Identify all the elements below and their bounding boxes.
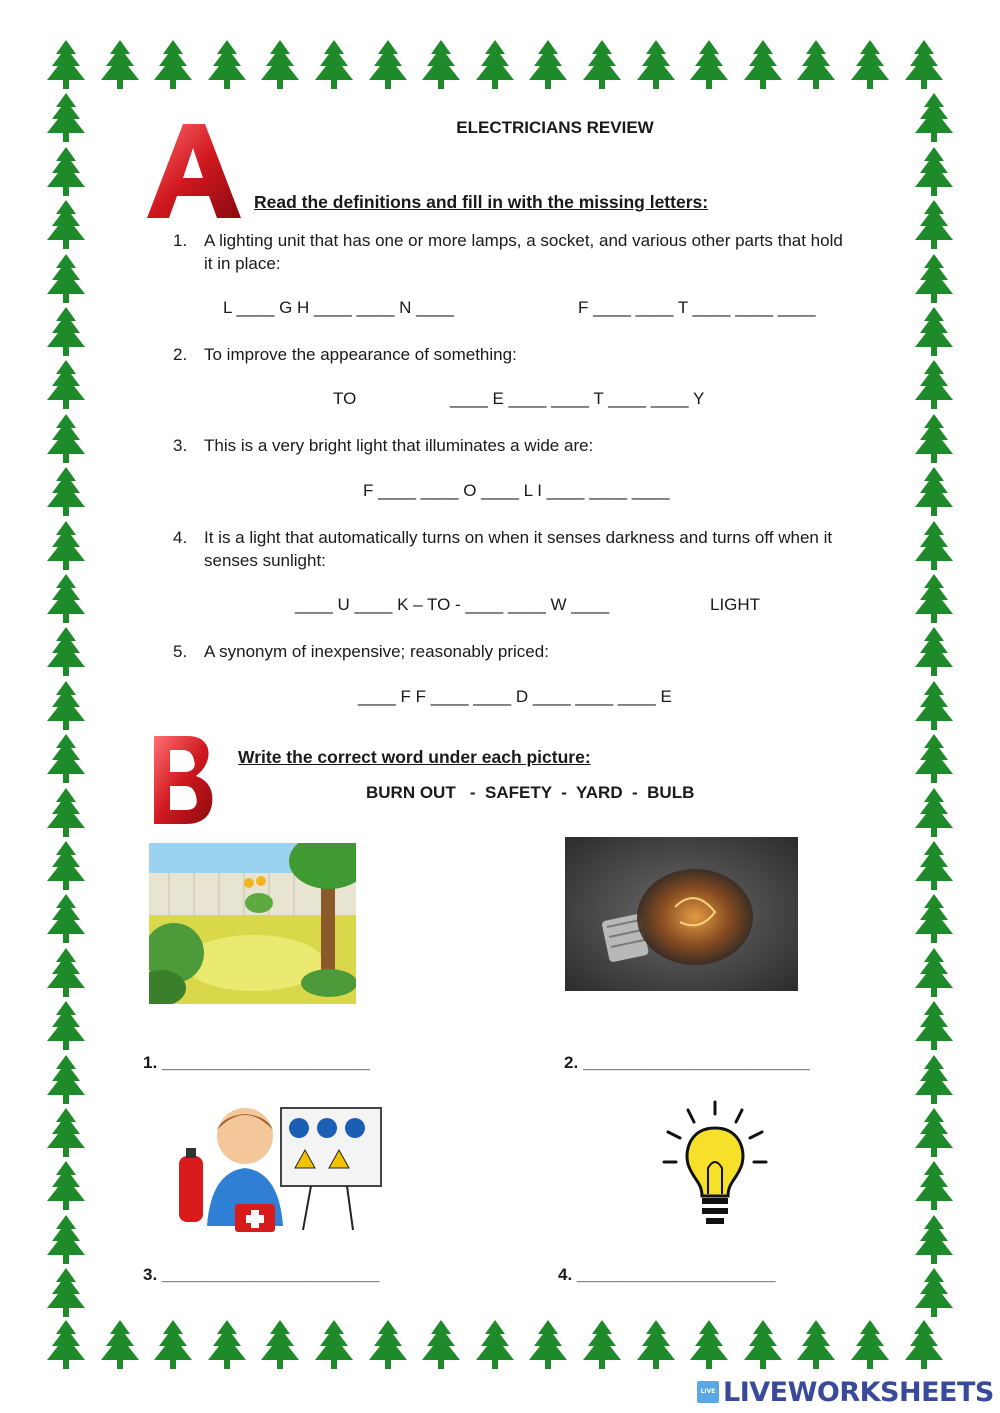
word-bank: BURN OUT - SAFETY - YARD - BULB: [366, 783, 695, 802]
christmas-tree-icon: [525, 1318, 571, 1372]
christmas-tree-icon: [579, 38, 625, 92]
christmas-tree-icon: [204, 1318, 250, 1372]
christmas-tree-icon: [911, 1159, 957, 1213]
answer-suffix: LIGHT: [710, 595, 761, 614]
christmas-tree-icon: [911, 519, 957, 573]
christmas-tree-icon: [311, 1318, 357, 1372]
christmas-tree-icon: [686, 1318, 732, 1372]
page-title: ELECTRICIANS REVIEW: [456, 118, 654, 137]
christmas-tree-icon: [911, 946, 957, 1000]
section-b-heading: Write the correct word under each picture:: [238, 747, 591, 767]
christmas-tree-icon: [847, 38, 893, 92]
christmas-tree-icon: [43, 572, 89, 626]
christmas-tree-icon: [911, 305, 957, 359]
christmas-tree-icon: [911, 679, 957, 733]
christmas-tree-icon: [740, 38, 786, 92]
question-text: A synonym of inexpensive; reasonably priced:: [204, 642, 549, 661]
safety-picture: [177, 1106, 384, 1236]
christmas-tree-icon: [43, 625, 89, 679]
christmas-tree-icon: [418, 38, 464, 92]
christmas-tree-icon: [150, 38, 196, 92]
christmas-tree-icon: [311, 38, 357, 92]
christmas-tree-icon: [911, 252, 957, 306]
christmas-tree-icon: [911, 465, 957, 519]
christmas-tree-icon: [43, 1213, 89, 1267]
christmas-tree-icon: [911, 999, 957, 1053]
christmas-tree-icon: [911, 572, 957, 626]
red-letter-b-icon: [150, 734, 218, 826]
christmas-tree-icon: [43, 519, 89, 573]
christmas-tree-icon: [43, 305, 89, 359]
christmas-tree-icon: [911, 358, 957, 412]
christmas-tree-icon: [43, 1318, 89, 1372]
answer-line-4[interactable]: 4. _____________________: [558, 1265, 776, 1284]
christmas-tree-icon: [43, 145, 89, 199]
christmas-tree-icon: [911, 1266, 957, 1320]
christmas-tree-icon: [43, 1106, 89, 1160]
burnt-bulb-picture: [565, 837, 798, 991]
christmas-tree-icon: [43, 198, 89, 252]
christmas-tree-icon: [150, 1318, 196, 1372]
answer-blank[interactable]: ____ F F ____ ____ D ____ ____ ____ E: [358, 687, 672, 706]
christmas-tree-icon: [901, 1318, 947, 1372]
christmas-tree-icon: [43, 1159, 89, 1213]
light-bulb-icon: [662, 1098, 768, 1235]
watermark-text: LIVEWORKSHEETS: [723, 1376, 994, 1408]
christmas-tree-icon: [43, 465, 89, 519]
christmas-tree-icon: [43, 679, 89, 733]
answer-line-1[interactable]: 1. ______________________: [143, 1053, 370, 1072]
answer-blank[interactable]: ____ U ____ K – TO - ____ ____ W ____: [295, 595, 610, 614]
answer-blank[interactable]: L ____ G H ____ ____ N ____: [223, 298, 454, 317]
christmas-tree-icon: [911, 732, 957, 786]
christmas-tree-icon: [472, 1318, 518, 1372]
christmas-tree-icon: [740, 1318, 786, 1372]
christmas-tree-icon: [911, 145, 957, 199]
christmas-tree-icon: [257, 1318, 303, 1372]
question-text: To improve the appearance of something:: [204, 345, 517, 364]
christmas-tree-icon: [43, 892, 89, 946]
christmas-tree-icon: [633, 1318, 679, 1372]
christmas-tree-icon: [43, 999, 89, 1053]
christmas-tree-icon: [579, 1318, 625, 1372]
question-number: 4.: [173, 528, 188, 547]
yard-picture: [149, 843, 356, 1004]
liveworksheets-logo-icon: LIVE: [697, 1381, 719, 1403]
answer-line-2[interactable]: 2. ________________________: [564, 1053, 810, 1072]
christmas-tree-icon: [472, 38, 518, 92]
christmas-tree-icon: [911, 1053, 957, 1107]
answer-prefix: TO: [333, 389, 357, 408]
christmas-tree-icon: [911, 412, 957, 466]
christmas-tree-icon: [365, 38, 411, 92]
question-number: 1.: [173, 231, 188, 250]
christmas-tree-icon: [418, 1318, 464, 1372]
christmas-tree-icon: [43, 412, 89, 466]
christmas-tree-icon: [43, 1053, 89, 1107]
christmas-tree-icon: [847, 1318, 893, 1372]
question-number: 5.: [173, 642, 188, 661]
christmas-tree-icon: [43, 252, 89, 306]
christmas-tree-icon: [793, 38, 839, 92]
christmas-tree-icon: [43, 358, 89, 412]
section-a-heading: Read the definitions and fill in with the missing letters:: [254, 192, 709, 212]
christmas-tree-icon: [43, 1266, 89, 1320]
christmas-tree-icon: [43, 946, 89, 1000]
question-text: It is a light that automatically turns on when it senses darkness and turns off when it senses sunlight:: [204, 528, 833, 570]
liveworksheets-watermark: [697, 1378, 994, 1406]
christmas-tree-icon: [911, 1213, 957, 1267]
christmas-tree-icon: [911, 839, 957, 893]
question-text: A lighting unit that has one or more lamps, a socket, and various other parts that hold it in place:: [204, 231, 843, 273]
christmas-tree-icon: [911, 625, 957, 679]
christmas-tree-icon: [901, 38, 947, 92]
christmas-tree-icon: [911, 892, 957, 946]
question-text: This is a very bright light that illuminates a wide are:: [204, 436, 594, 455]
christmas-tree-icon: [911, 198, 957, 252]
christmas-tree-icon: [43, 732, 89, 786]
christmas-tree-icon: [204, 38, 250, 92]
christmas-tree-icon: [43, 786, 89, 840]
christmas-tree-icon: [97, 38, 143, 92]
answer-line-3[interactable]: 3. _______________________: [143, 1265, 380, 1284]
answer-blank[interactable]: F ____ ____ T ____ ____ ____: [578, 298, 816, 317]
christmas-tree-icon: [97, 1318, 143, 1372]
christmas-tree-icon: [365, 1318, 411, 1372]
question-number: 2.: [173, 345, 188, 364]
question-number: 3.: [173, 436, 188, 455]
red-letter-a-icon: [143, 122, 243, 222]
christmas-tree-icon: [43, 839, 89, 893]
christmas-tree-icon: [525, 38, 571, 92]
christmas-tree-icon: [911, 1106, 957, 1160]
christmas-tree-icon: [43, 38, 89, 92]
answer-blank[interactable]: F ____ ____ O ____ L I ____ ____ ____: [363, 481, 670, 500]
christmas-tree-icon: [633, 38, 679, 92]
christmas-tree-icon: [257, 38, 303, 92]
christmas-tree-icon: [686, 38, 732, 92]
answer-blank[interactable]: ____ E ____ ____ T ____ ____ Y: [450, 389, 705, 408]
christmas-tree-icon: [793, 1318, 839, 1372]
christmas-tree-icon: [911, 786, 957, 840]
